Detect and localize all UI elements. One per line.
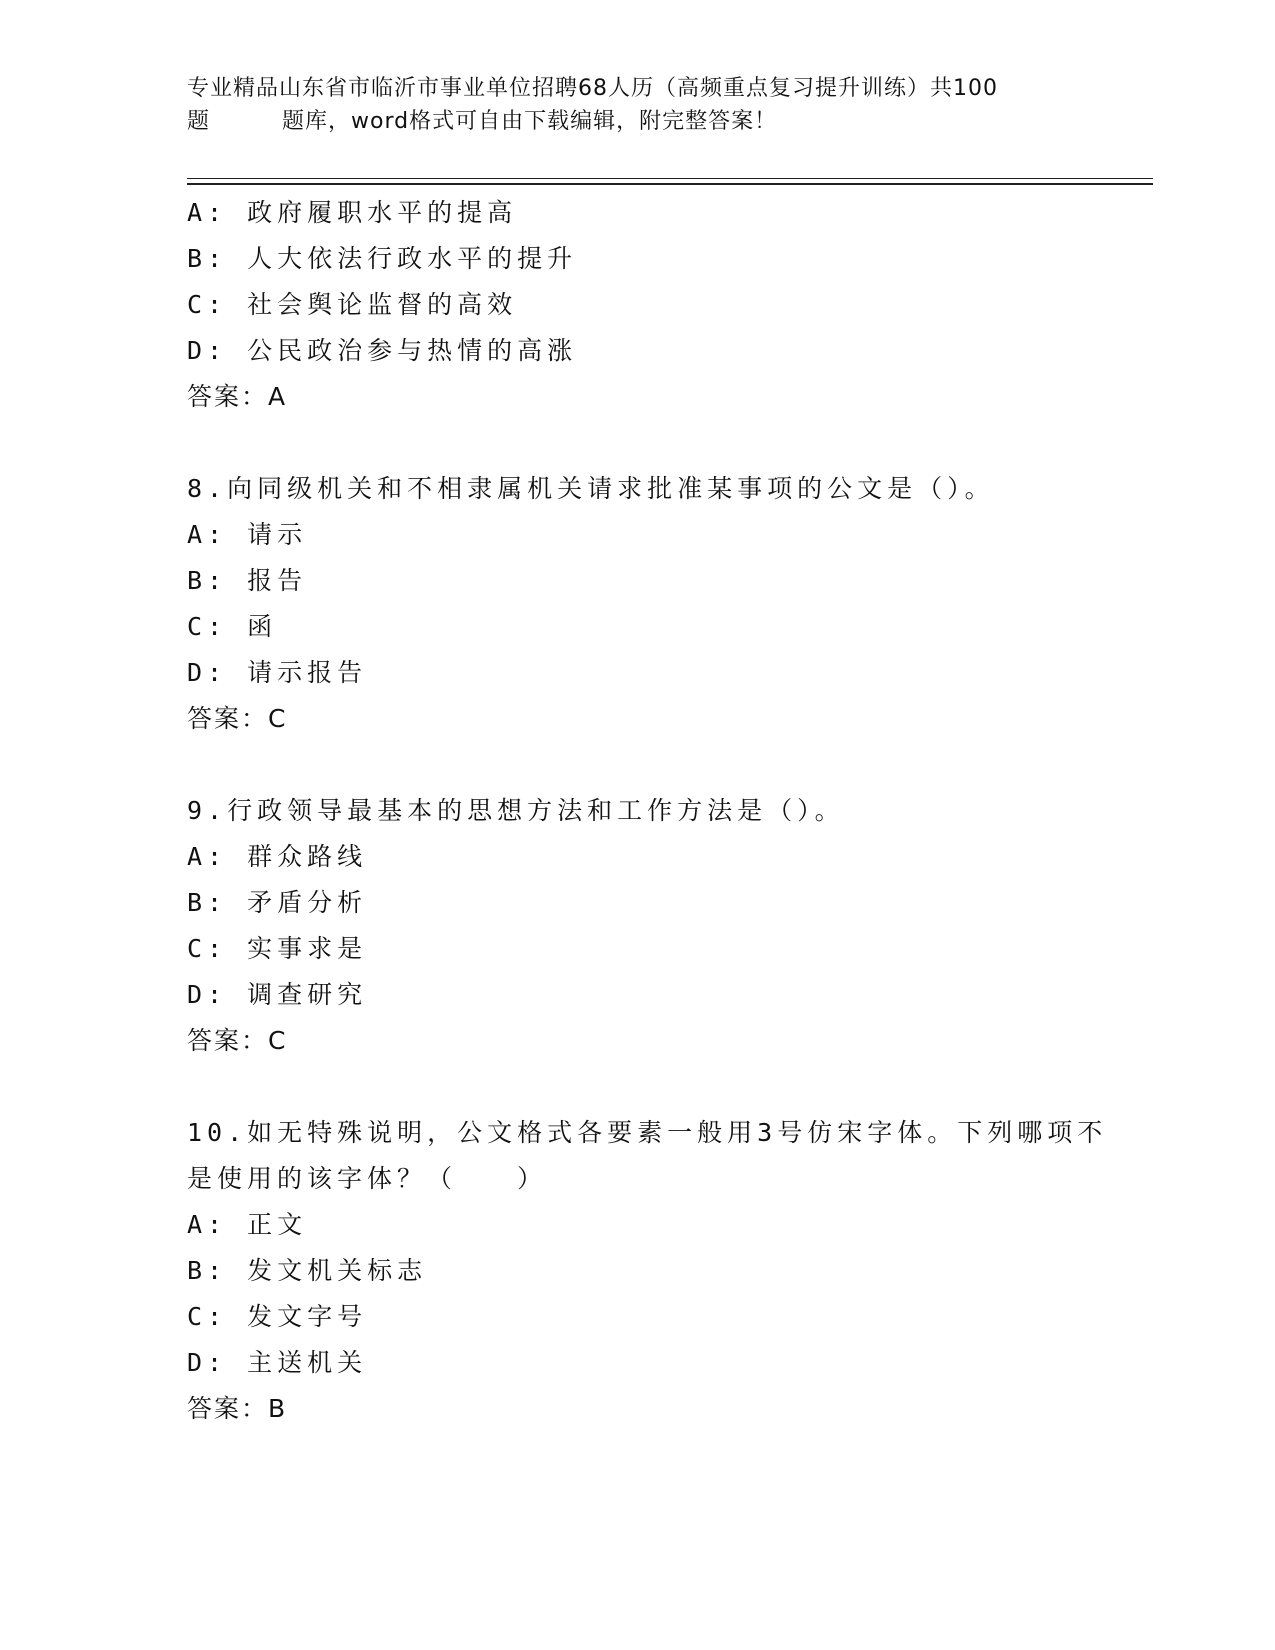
question-text: 8.向同级机关和不相隶属机关请求批准某事项的公文是（）。 <box>187 474 995 503</box>
header-divider-thin <box>187 178 1153 179</box>
option-a: A: 群众路线 <box>187 842 368 871</box>
question-block-10 <box>187 1110 1108 1432</box>
header-title-line-2 <box>187 105 1087 138</box>
option-b: B: 矛盾分析 <box>187 888 368 917</box>
option-a: A: 政府履职水平的提高 <box>187 198 518 227</box>
question-text-line-1: 10.如无特殊说明，公文格式各要素一般用3号仿宋字体。下列哪项不 <box>187 1118 1108 1147</box>
option-a: A: 正文 <box>187 1210 308 1239</box>
spacer <box>187 420 1087 466</box>
option-c: C: 社会舆论监督的高效 <box>187 290 518 319</box>
header-title-line-2-lead: 题 <box>187 109 211 134</box>
spacer <box>187 1064 1087 1110</box>
option-b: B: 报告 <box>187 566 308 595</box>
option-c: C: 实事求是 <box>187 934 368 963</box>
header-divider-thick <box>187 183 1153 185</box>
option-c: C: 函 <box>187 612 278 641</box>
option-a: A: 请示 <box>187 520 308 549</box>
question-text: 9.行政领导最基本的思想方法和工作方法是（）。 <box>187 796 845 825</box>
question-list <box>187 190 1108 1432</box>
option-d: D: 调查研究 <box>187 980 368 1009</box>
answer: 答案：C <box>187 704 288 733</box>
option-d: D: 请示报告 <box>187 658 368 687</box>
question-block-7 <box>187 190 1087 420</box>
question-text-line-2: 是使用的该字体？（ ） <box>187 1164 548 1193</box>
header-title-line-1: 专业精品山东省市临沂市事业单位招聘68人历（高频重点复习提升训练）共100 <box>187 76 998 101</box>
document-header <box>187 72 1087 138</box>
question-block-8 <box>187 466 1087 742</box>
option-b: B: 发文机关标志 <box>187 1256 428 1285</box>
option-b: B: 人大依法行政水平的提升 <box>187 244 578 273</box>
header-title-line-2-tail: 题库，word格式可自由下载编辑，附完整答案！ <box>282 109 778 134</box>
answer: 答案：B <box>187 1394 288 1423</box>
option-d: D: 公民政治参与热情的高涨 <box>187 336 578 365</box>
spacer <box>187 742 1087 788</box>
option-d: D: 主送机关 <box>187 1348 368 1377</box>
option-c: C: 发文字号 <box>187 1302 368 1331</box>
question-block-9 <box>187 788 1087 1064</box>
answer: 答案：A <box>187 382 288 411</box>
answer: 答案：C <box>187 1026 288 1055</box>
